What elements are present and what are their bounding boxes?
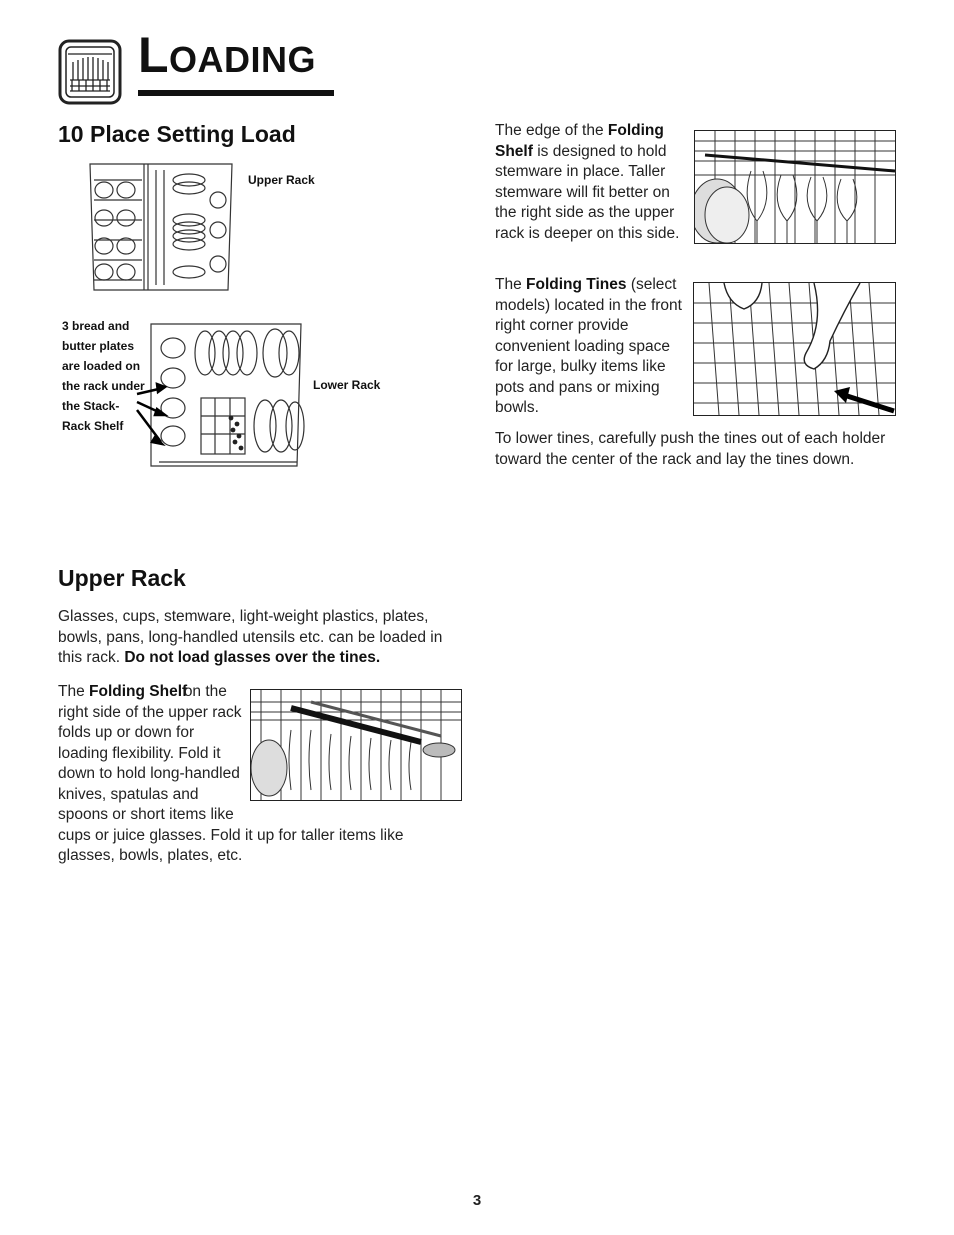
lower-rack-label: Lower Rack	[313, 378, 381, 392]
upper-rack-intro: Glasses, cups, stemware, light-weight plastics, plates, bowls, pans, long-handled utensils etc. can be loaded in this rack. Do not load glasses over the tines.	[58, 608, 443, 666]
folding-tines-illustration	[693, 282, 896, 416]
page-number: 3	[472, 1192, 482, 1209]
folding-shelf-description: on the right side of the upper rack folds up or down for loading flexibility. Fold it down to hold long-handled knives, spatulas and spoons or short items like cups or juice glasses. Fold it up for taller items like glasses, bowls, plates, etc.	[58, 683, 404, 864]
section-heading-setting-load: 10 Place Setting Load	[58, 121, 296, 147]
stemware-shelf-illustration	[694, 130, 896, 244]
section-heading-upper-rack: Upper Rack	[58, 565, 186, 591]
lower-tines-text: To lower tines, carefully push the tines out of each holder toward the center of the rack and lay the tines down.	[495, 430, 886, 468]
page-title: LOADING	[138, 27, 317, 83]
upper-rack-illustration	[84, 160, 238, 294]
stemware-text: The edge of the Folding Shelf is designed to hold stemware in place. Taller stemware will fit better on the right side as the upper rack is deeper on this side.	[495, 122, 680, 242]
title-rule	[138, 90, 334, 96]
lower-rack-illustration	[135, 318, 310, 476]
folding-shelf-text: The Folding Shelf	[58, 683, 188, 700]
upper-rack-label: Upper Rack	[248, 173, 315, 187]
folding-tines-text: The Folding Tines (select models) located in the front right corner provide convenient loading space for large, bulky items like pots and pans or mixing bowls.	[495, 276, 682, 416]
bread-plates-note: 3 bread and butter plates are loaded on the rack under the Stack- Rack Shelf	[62, 319, 145, 433]
dishwasher-icon	[57, 38, 123, 106]
